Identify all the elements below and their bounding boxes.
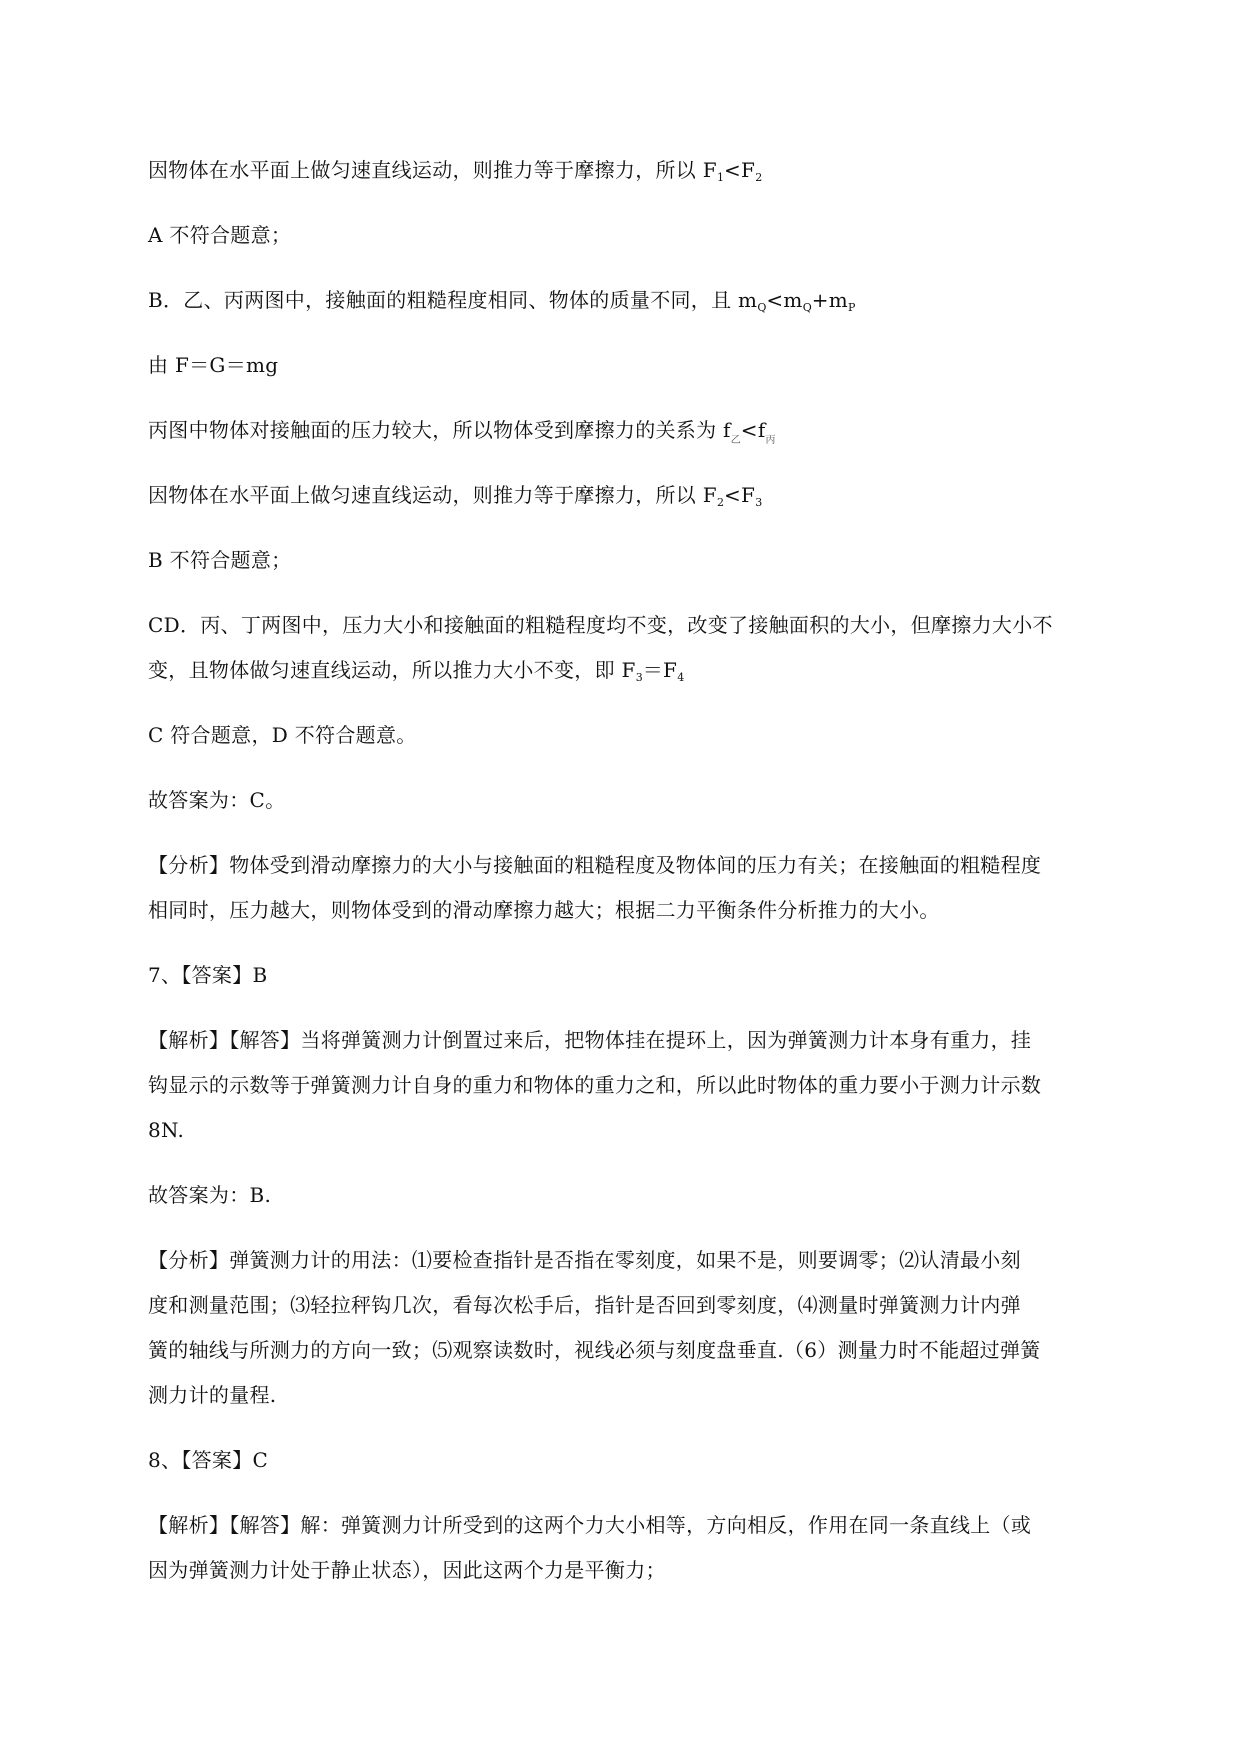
text-line: 变，且物体做匀速直线运动，所以推力大小不变，即 $F_3=F_4$ bbox=[148, 658, 685, 684]
text-line: 8N. bbox=[148, 1118, 185, 1142]
text-line: 丙图中物体对接触面的压力较大，所以物体受到摩擦力的关系为 $f_乙<f_丙$ bbox=[148, 418, 776, 446]
text-line: 故答案为：C。 bbox=[148, 788, 286, 812]
text-line: CD．丙、丁两图中，压力大小和接触面的粗糙程度均不变，改变了接触面积的大小，但摩擦力大小不 bbox=[148, 613, 1053, 637]
text-line: 【解析】【解答】当将弹簧测力计倒置过来后，把物体挂在提环上，因为弹簧测力计本身有重力，挂 bbox=[148, 1028, 1032, 1052]
text-line: 因为弹簧测力计处于静止状态），因此这两个力是平衡力； bbox=[148, 1558, 666, 1582]
text-line: 簧的轴线与所测力的方向一致；⑸观察读数时，视线必须与刻度盘垂直.（6）测量力时不能超过弹簧 bbox=[148, 1338, 1041, 1362]
text-line: 测力计的量程. bbox=[148, 1383, 277, 1407]
text-line: 【解析】【解答】解：弹簧测力计所受到的这两个力大小相等，方向相反，作用在同一条直线上（或 bbox=[148, 1513, 1032, 1537]
text-line: 因物体在水平面上做匀速直线运动，则推力等于摩擦力，所以 $F_2<F_3$ bbox=[148, 483, 763, 509]
text-line: B 不符合题意； bbox=[148, 548, 292, 572]
text-line: 8、【答案】C bbox=[148, 1448, 269, 1472]
text-line: 【分析】弹簧测力计的用法：⑴要检查指针是否指在零刻度，如果不是，则要调零；⑵认清最小刻 bbox=[148, 1248, 1021, 1272]
text-line: 7、【答案】B bbox=[148, 963, 268, 987]
text-line: 钩显示的示数等于弹簧测力计自身的重力和物体的重力之和，所以此时物体的重力要小于测力计示数 bbox=[148, 1073, 1042, 1097]
text-line: A 不符合题意； bbox=[148, 223, 292, 247]
text-line: 相同时，压力越大，则物体受到的滑动摩擦力越大；根据二力平衡条件分析推力的大小。 bbox=[148, 898, 940, 922]
text-line: 因物体在水平面上做匀速直线运动，则推力等于摩擦力，所以 $F_1<F_2$ bbox=[148, 158, 763, 184]
text-line: C 符合题意，D 不符合题意。 bbox=[148, 723, 417, 747]
text-line: 由 F＝G＝mg bbox=[148, 353, 279, 377]
text-line: 度和测量范围；⑶轻拉秤钩几次，看每次松手后，指针是否回到零刻度，⑷测量时弹簧测力计内弹 bbox=[148, 1293, 1021, 1317]
text-line: B．乙、丙两图中，接触面的粗糙程度相同、物体的质量不同，且 $m_Q<m_Q+m_P$ bbox=[148, 288, 856, 314]
text-line: 【分析】物体受到滑动摩擦力的大小与接触面的粗糙程度及物体间的压力有关；在接触面的粗糙程度 bbox=[148, 853, 1042, 877]
text-line: 故答案为：B. bbox=[148, 1183, 272, 1207]
